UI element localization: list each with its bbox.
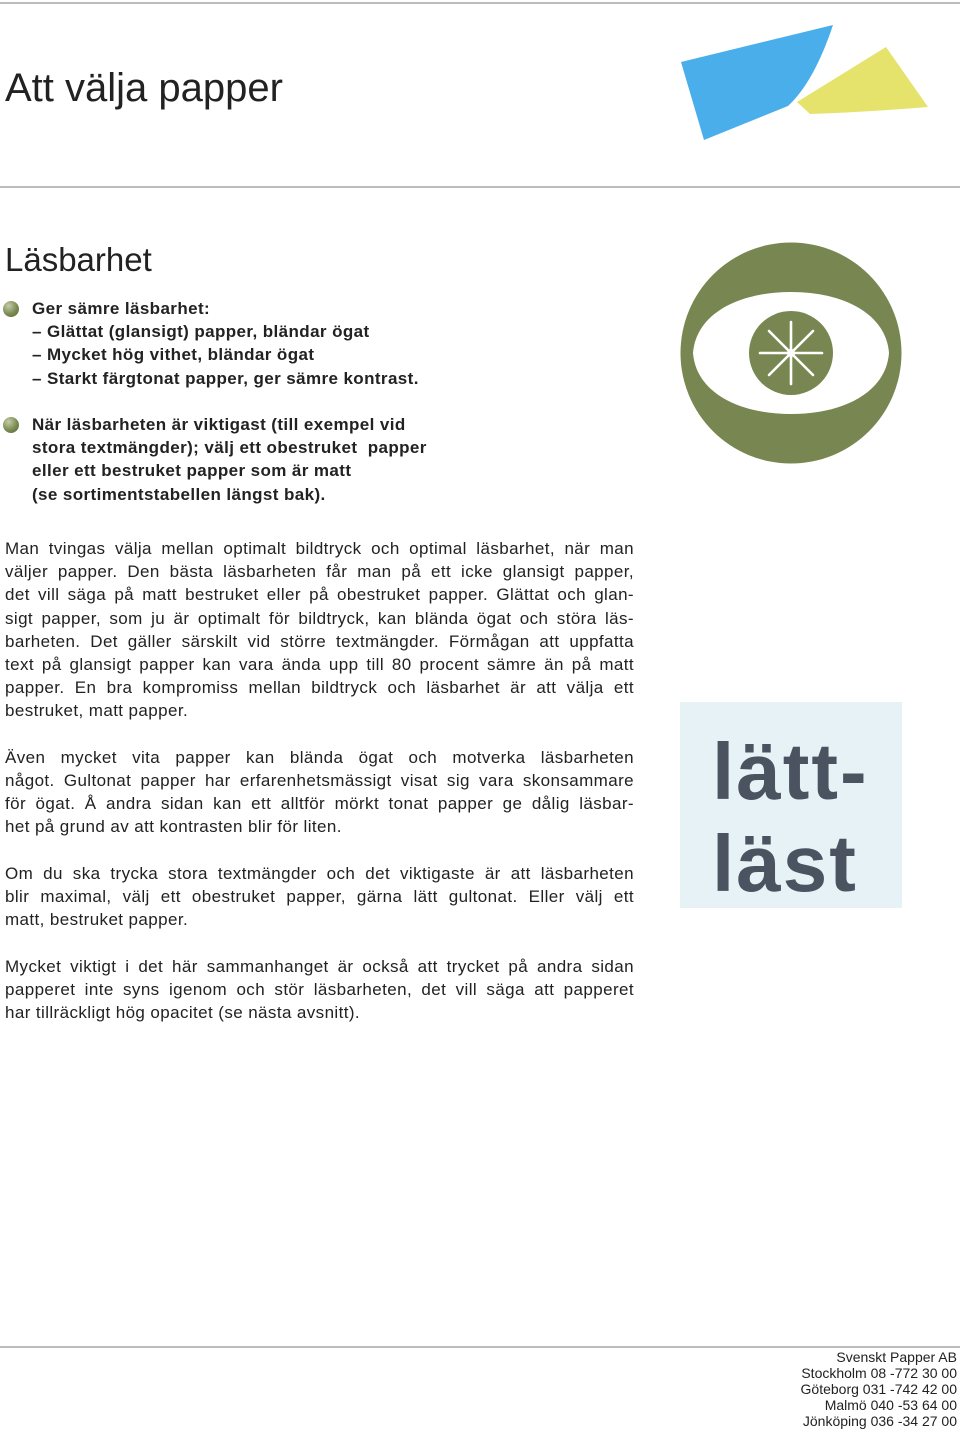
paragraph-line: sigt papper, som ju är optimalt för bildtryck, kan blända ögat och störa läs- xyxy=(5,608,634,628)
footer-office: Jönköping 036 -34 27 00 xyxy=(802,1413,957,1429)
section-heading: Läsbarhet xyxy=(5,241,152,278)
paragraph-line: Mycket viktigt i det här sammanhanget är också att trycket på andra sidan xyxy=(5,956,634,976)
eye-icon xyxy=(680,242,902,464)
bullet-line: Ger sämre läsbarhet: xyxy=(32,299,211,318)
footer-office: Göteborg 031 -742 42 00 xyxy=(800,1381,957,1397)
footer-office: Stockholm 08 -772 30 00 xyxy=(801,1365,957,1381)
footer-rule xyxy=(0,1346,960,1348)
logo-blue-shape xyxy=(681,25,833,140)
bullet-line: När läsbarheten är viktigast (till exempel vid xyxy=(32,415,406,434)
easy-read-badge xyxy=(680,702,902,908)
paragraph-line: Även mycket vita papper kan blända ögat och motverka läsbarheten xyxy=(5,747,634,767)
paragraph-line: har tillräckligt hög opacitet (se nästa avsnitt). xyxy=(5,1003,361,1023)
green-bullet-icon xyxy=(3,417,19,433)
paragraph xyxy=(5,746,634,839)
paper-shapes-logo xyxy=(676,20,932,145)
paragraph-line: bestruket, matt papper. xyxy=(5,701,189,721)
top-rule xyxy=(0,2,960,4)
bullet-line: eller ett bestruket papper som är matt xyxy=(32,461,352,481)
footer-company: Svenskt Papper AB xyxy=(836,1349,957,1365)
paragraph-line: barheten. Det gäller särskilt vid större textmängder. Förmågan att uppfatta xyxy=(5,631,634,651)
footer-office: Malmö 040 -53 64 00 xyxy=(824,1397,957,1413)
footer xyxy=(801,1349,957,1429)
bullet-line: – Glättat (glansigt) papper, bländar ögat xyxy=(32,322,370,342)
asterisk-icon xyxy=(760,322,822,384)
paragraph-line: det vill säga på matt bestruket eller på obestruket papper. Glättat och glan- xyxy=(5,585,634,605)
bullet-item xyxy=(0,413,660,506)
paragraph xyxy=(5,537,634,723)
bullet-line: – Mycket hög vithet, bländar ögat xyxy=(32,345,315,365)
body-text xyxy=(5,537,634,1047)
paragraph-line: het på grund av att kontrasten blir för liten. xyxy=(5,817,342,837)
badge-word: lätt- xyxy=(712,727,869,816)
paragraph-line: blir maximal, välj ett obestruket papper, gärna lätt gultonat. Eller välj ett xyxy=(5,887,634,907)
paragraph-line: papperet inte syns igenom och stör läsbarheten, det vill säga att papperet xyxy=(5,979,634,999)
paragraph-line: papper. En bra kompromiss mellan bildtryck och läsbarhet är att välja ett xyxy=(5,678,634,698)
bullet-line: – Starkt färgtonat papper, ger sämre kontrast. xyxy=(32,368,419,388)
paragraph-line: text på glansigt papper kan vara ända upp till 80 procent sämre än på matt xyxy=(5,655,634,675)
paragraph-line: Om du ska trycka stora textmängder och det viktigaste är att läsbarheten xyxy=(5,863,634,883)
badge-word: läst xyxy=(712,819,858,908)
bullet-list xyxy=(0,297,660,506)
paragraph-line: matt, bestruket papper. xyxy=(5,910,189,930)
paragraph xyxy=(5,862,634,932)
asterisk-center xyxy=(787,349,795,357)
paragraph-line: Man tvingas välja mellan optimalt bildtryck och optimal läsbarhet, när man xyxy=(5,539,634,558)
paragraph-line: för ögat. Å andra sidan kan ett alltför mörkt tonat papper ge dålig läsbar- xyxy=(5,794,634,814)
bullet-line: (se sortimentstabellen längst bak). xyxy=(32,484,326,504)
page-title: Att välja papper xyxy=(5,66,283,110)
green-bullet-icon xyxy=(3,301,19,317)
paragraph-line: väljer papper. Den bästa läsbarheten får man på ett icke glansigt papper, xyxy=(5,562,634,582)
bullet-line: stora textmängder); välj ett obestruket papper xyxy=(32,438,427,458)
paragraph-line: något. Gultonat papper har erfarenhetsmässigt visat sig vara skonsammare xyxy=(5,771,634,791)
bullet-item xyxy=(0,297,660,390)
paragraph xyxy=(5,955,634,1025)
header-rule xyxy=(0,186,960,188)
